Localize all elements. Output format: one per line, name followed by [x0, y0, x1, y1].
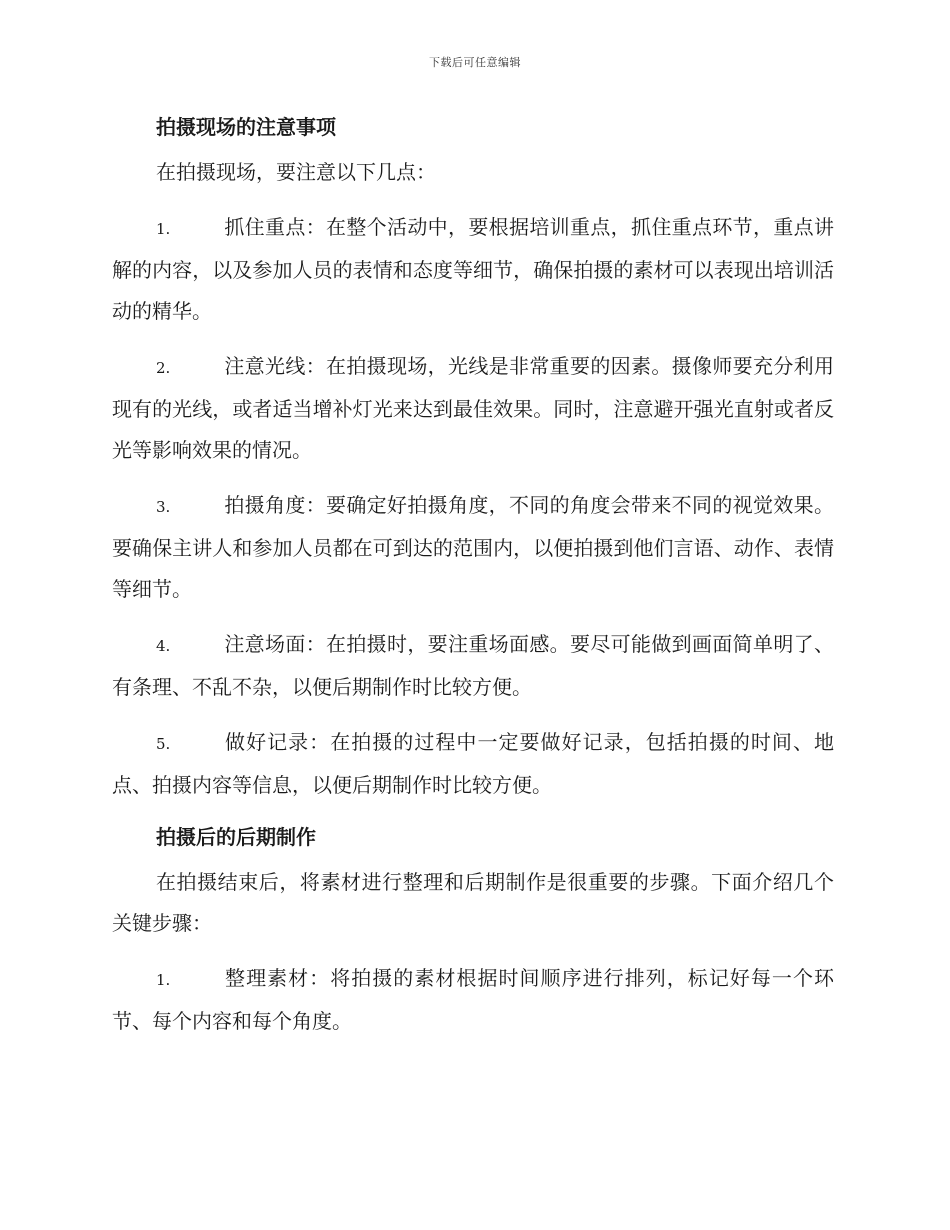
header-note: 下载后可任意编辑 [429, 56, 521, 69]
list-item [112, 346, 834, 471]
section-intro: 在拍摄结束后，将素材进行整理和后期制作是很重要的步骤。下面介绍几个关键步骤： [112, 870, 834, 935]
list-item-text: 拍摄角度：要确定好拍摄角度，不同的角度会带来不同的视觉效果。要确保主讲人和参加人员都在可到达的范围内，以便拍摄到他们言语、动作、表情等细节。 [112, 493, 834, 601]
document-body [112, 110, 834, 1056]
list-item-number: 1. [156, 971, 171, 989]
list-item-text: 注意光线：在拍摄现场，光线是非常重要的因素。摄像师要充分利用现有的光线，或者适当增补灯光来达到最佳效果。同时，注意避开强光直射或者反光等影响效果的情况。 [112, 354, 834, 462]
list-item-text: 抓住重点：在整个活动中，要根据培训重点，抓住重点环节，重点讲解的内容，以及参加人员的表情和态度等细节，确保拍摄的素材可以表现出培训活动的精华。 [112, 215, 834, 323]
section-heading: 拍摄现场的注意事项 [156, 115, 336, 139]
list-item [112, 722, 834, 806]
section-shooting-site [112, 110, 834, 806]
section-intro: 在拍摄现场，要注意以下几点： [156, 160, 436, 184]
list-item [112, 485, 834, 610]
list-item-text: 做好记录：在拍摄的过程中一定要做好记录，包括拍摄的时间、地点、拍摄内容等信息，以便后期制作时比较方便。 [112, 730, 834, 797]
list-item-text: 整理素材：将拍摄的素材根据时间顺序进行排列，标记好每一个环节、每个内容和每个角度。 [112, 966, 834, 1033]
list-item-number: 1. [156, 220, 171, 238]
section-heading: 拍摄后的后期制作 [156, 825, 316, 849]
list-item-number: 3. [156, 498, 171, 516]
list-item [112, 624, 834, 708]
list-item-number: 4. [156, 637, 171, 655]
section-post-production [112, 820, 834, 1042]
list-item [112, 207, 834, 332]
list-item-number: 2. [156, 359, 171, 377]
list-item-number: 5. [156, 735, 171, 753]
list-item [112, 958, 834, 1042]
list-item-text: 注意场面：在拍摄时，要注重场面感。要尽可能做到画面简单明了、有条理、不乱不杂，以便后期制作时比较方便。 [112, 632, 834, 699]
